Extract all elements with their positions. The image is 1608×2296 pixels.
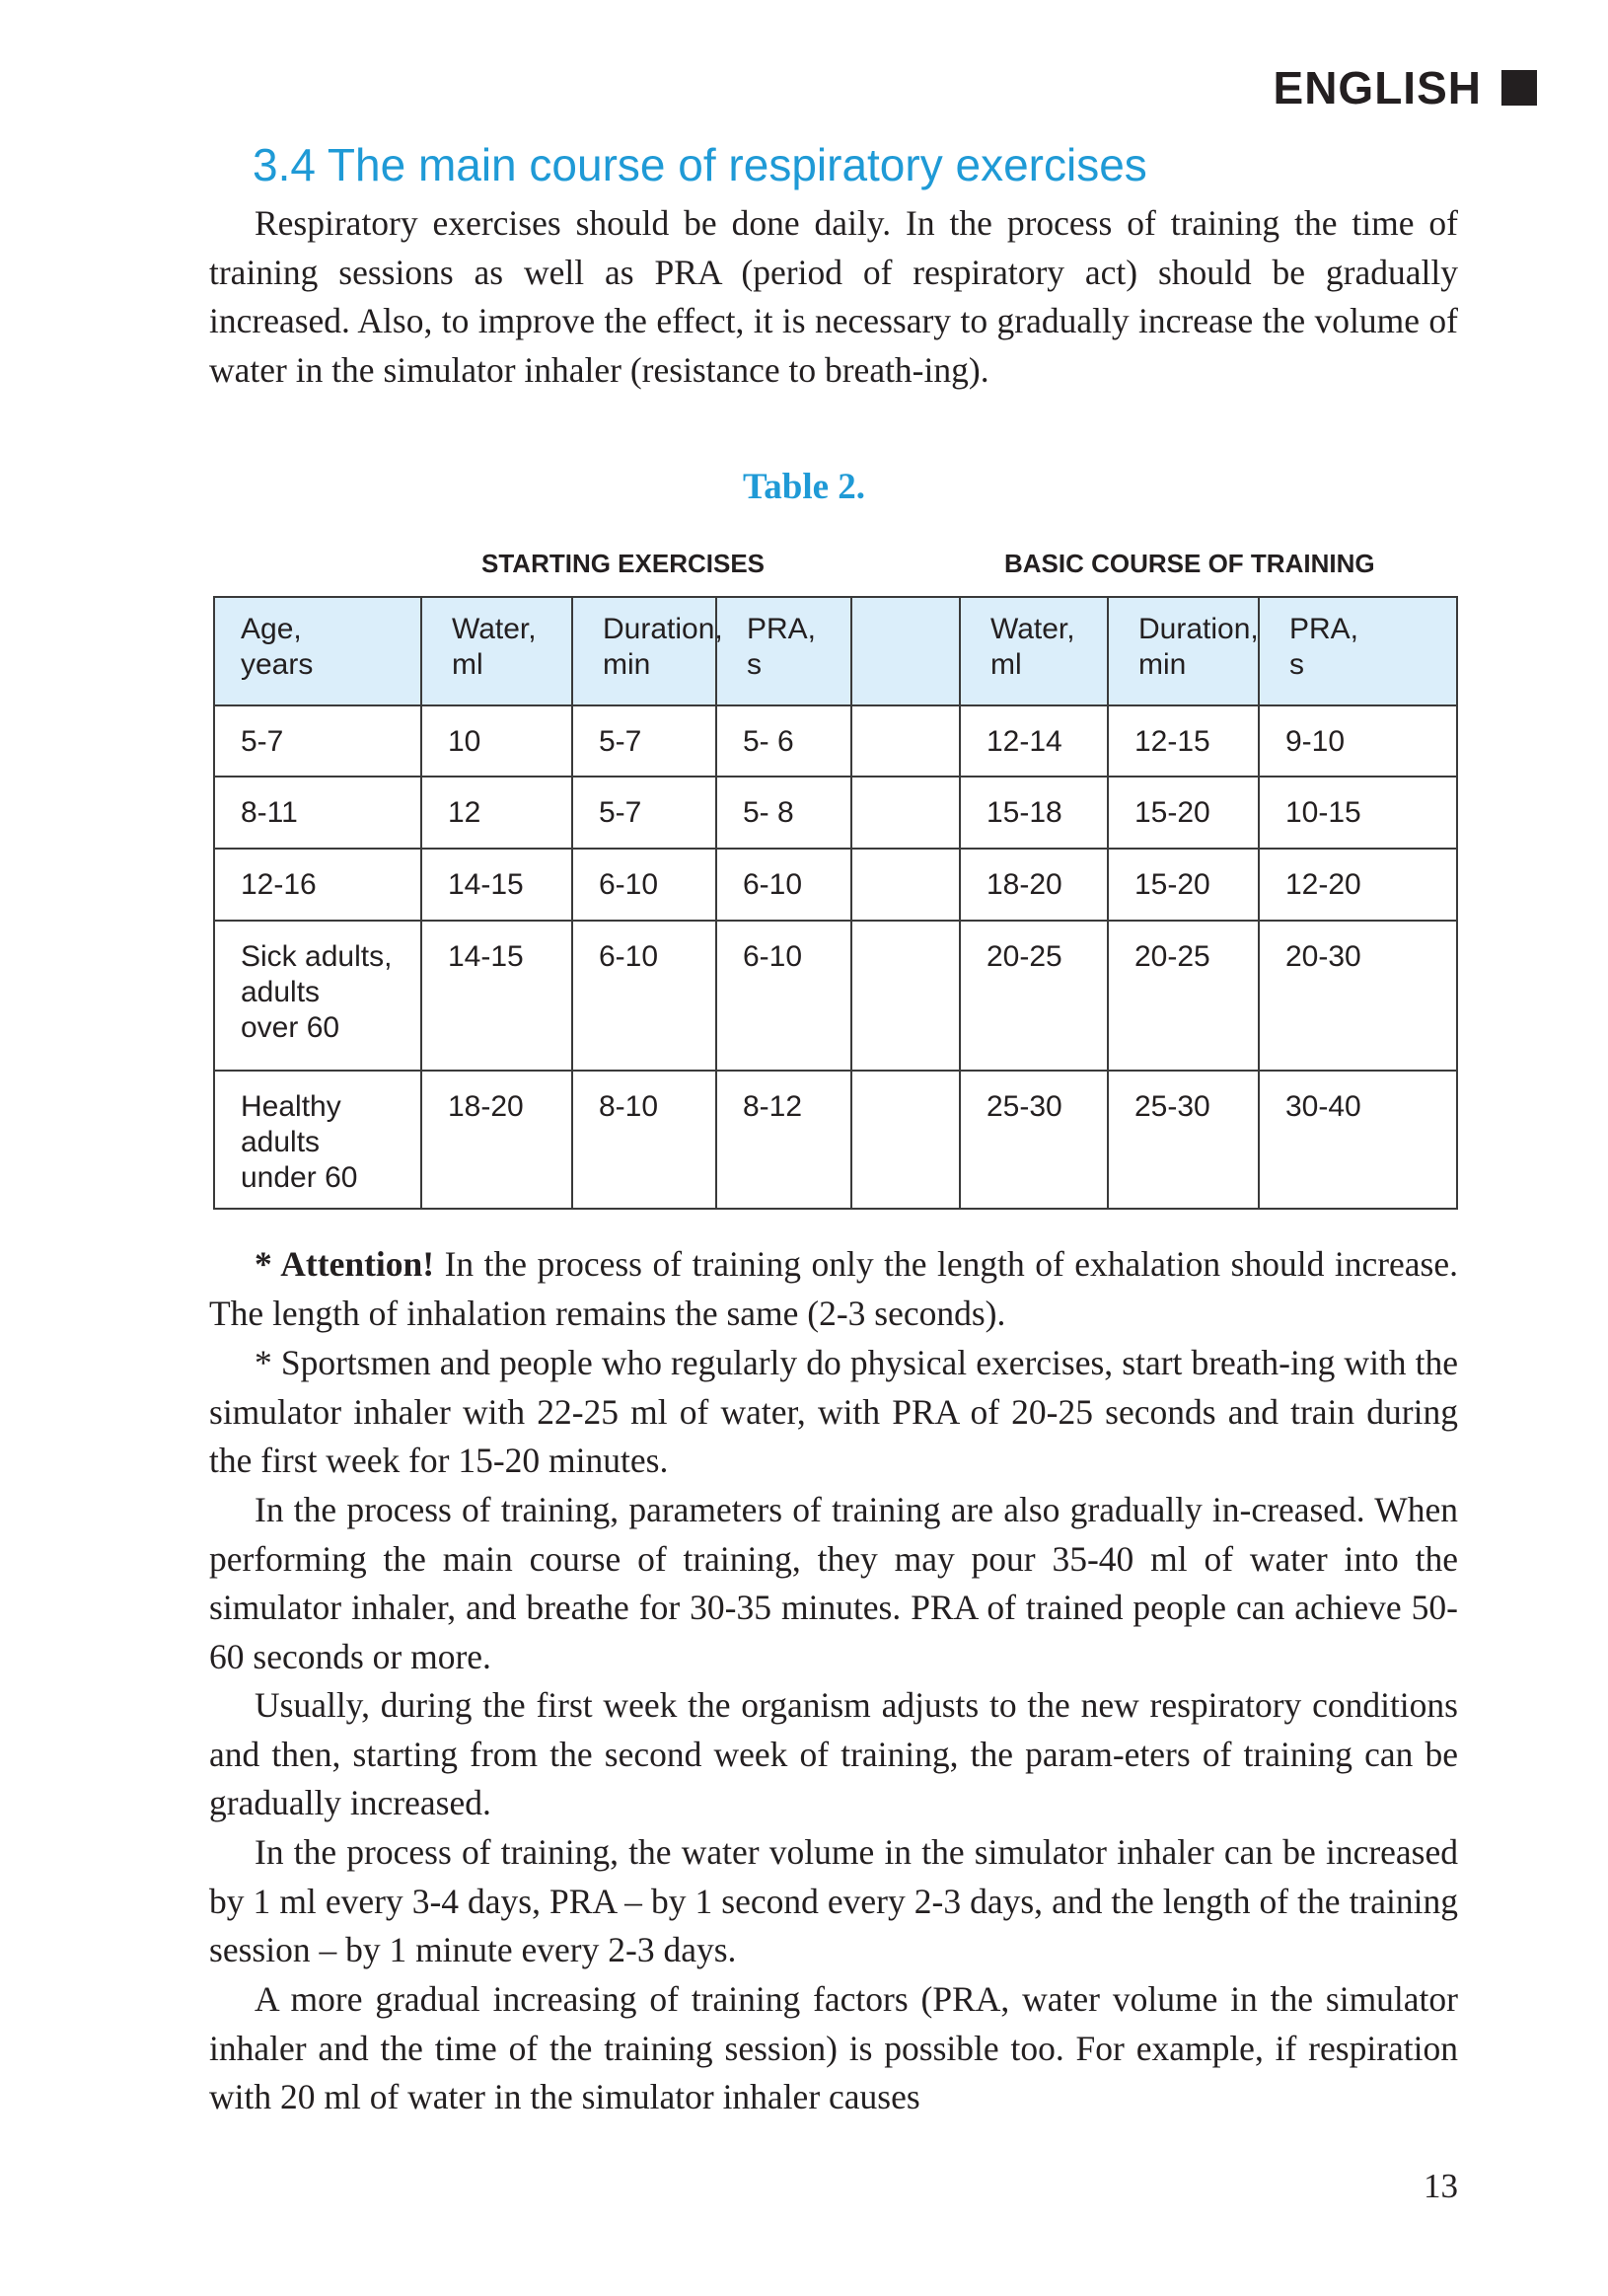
table-row bbox=[214, 849, 1457, 921]
language-label: ENGLISH bbox=[1273, 62, 1482, 113]
language-indicator bbox=[1274, 61, 1537, 114]
sportsmen-paragraph: * Sportsmen and people who regularly do physical exercises, start breath-ing with the simulator inhaler with 22-25 ml of water, with PRA of 20-25 seconds and train during the first week for 15-20 minutes. bbox=[209, 1343, 1458, 1480]
cell-spacer bbox=[851, 777, 960, 849]
cell-duration-basic: 12-15 bbox=[1108, 705, 1259, 777]
first-week-paragraph: Usually, during the first week the organism adjusts to the new respiratory conditions and then, starting from the second week of training, the param-eters of training can be gradually increased. bbox=[209, 1685, 1458, 1822]
cell-spacer bbox=[851, 1071, 960, 1209]
cell-water-start: 12 bbox=[421, 777, 572, 849]
cell-water-start: 18-20 bbox=[421, 1071, 572, 1209]
cell-water-basic: 20-25 bbox=[960, 921, 1108, 1071]
training-table bbox=[213, 596, 1458, 1210]
cell-duration-basic: 15-20 bbox=[1108, 777, 1259, 849]
cell-age: Sick adults, adults over 60 bbox=[214, 921, 421, 1071]
header-spacer bbox=[851, 597, 960, 705]
header-pra-start: PRA, s bbox=[716, 597, 851, 705]
table-row bbox=[214, 921, 1457, 1071]
cell-pra-start: 6-10 bbox=[716, 849, 851, 921]
cell-water-start: 14-15 bbox=[421, 849, 572, 921]
intro-paragraph: Respiratory exercises should be done daily. In the process of training the time of training sessions as well as PRA (period of respiratory act) should be gradually increased. Also, to improve the effect, it is necessary to gradually increase the volume of water in the simulator inhaler (resistance to breath-ing). bbox=[209, 203, 1458, 390]
cell-age: 5-7 bbox=[214, 705, 421, 777]
cell-spacer bbox=[851, 921, 960, 1071]
cell-pra-basic: 20-30 bbox=[1259, 921, 1457, 1071]
cell-age: 12-16 bbox=[214, 849, 421, 921]
header-water-basic: Water, ml bbox=[960, 597, 1108, 705]
gradual-increase-paragraph: A more gradual increasing of training factors (PRA, water volume in the simulator inhaler and the time of the training session) is possible too. For example, if respiration with 20 ml of water in the simulator inhaler causes bbox=[209, 1979, 1458, 2116]
cell-duration-basic: 15-20 bbox=[1108, 849, 1259, 921]
cell-pra-start: 8-12 bbox=[716, 1071, 851, 1209]
cell-water-basic: 18-20 bbox=[960, 849, 1108, 921]
cell-pra-start: 5- 8 bbox=[716, 777, 851, 849]
attention-text: In the process of training only the length of exhalation should increase. The length of inhalation remains the same (2-3 seconds). bbox=[209, 1244, 1458, 1333]
cell-duration-basic: 25-30 bbox=[1108, 1071, 1259, 1209]
cell-pra-basic: 12-20 bbox=[1259, 849, 1457, 921]
cell-duration-basic: 20-25 bbox=[1108, 921, 1259, 1071]
table-row bbox=[214, 705, 1457, 777]
black-square-icon bbox=[1501, 70, 1537, 106]
attention-paragraph bbox=[209, 1240, 1458, 1338]
header-age: Age, years bbox=[214, 597, 421, 705]
cell-pra-basic: 30-40 bbox=[1259, 1071, 1457, 1209]
cell-water-start: 14-15 bbox=[421, 921, 572, 1071]
table-row bbox=[214, 777, 1457, 849]
cell-water-start: 10 bbox=[421, 705, 572, 777]
cell-water-basic: 15-18 bbox=[960, 777, 1108, 849]
attention-label: * Attention! bbox=[255, 1244, 435, 1284]
cell-spacer bbox=[851, 849, 960, 921]
cell-pra-start: 6-10 bbox=[716, 921, 851, 1071]
cell-water-basic: 25-30 bbox=[960, 1071, 1108, 1209]
cell-pra-basic: 9-10 bbox=[1259, 705, 1457, 777]
cell-age: 8-11 bbox=[214, 777, 421, 849]
cell-duration-start: 8-10 bbox=[572, 1071, 716, 1209]
table-header-row bbox=[214, 597, 1457, 705]
starting-exercises-label: STARTING EXERCISES bbox=[481, 549, 766, 578]
cell-pra-start: 5- 6 bbox=[716, 705, 851, 777]
cell-pra-basic: 10-15 bbox=[1259, 777, 1457, 849]
header-duration-start: Duration, min bbox=[572, 597, 716, 705]
page-number: 13 bbox=[1424, 2167, 1458, 2205]
table-row bbox=[214, 1071, 1457, 1209]
cell-duration-start: 5-7 bbox=[572, 777, 716, 849]
cell-spacer bbox=[851, 705, 960, 777]
section-title: 3.4 The main course of respiratory exercises bbox=[253, 139, 1147, 190]
table-title: Table 2. bbox=[742, 467, 866, 507]
cell-age: Healthy adults under 60 bbox=[214, 1071, 421, 1209]
increase-rate-paragraph: In the process of training, the water volume in the simulator inhaler can be increased by 1 ml every 3-4 days, PRA – by 1 second every 2-3 days, and the length of the training session – by 1 minute every 2-3 days. bbox=[209, 1832, 1458, 1969]
cell-duration-start: 6-10 bbox=[572, 921, 716, 1071]
header-water-start: Water, ml bbox=[421, 597, 572, 705]
header-duration-basic: Duration, min bbox=[1108, 597, 1259, 705]
cell-duration-start: 5-7 bbox=[572, 705, 716, 777]
cell-duration-start: 6-10 bbox=[572, 849, 716, 921]
cell-water-basic: 12-14 bbox=[960, 705, 1108, 777]
basic-course-label: BASIC COURSE OF TRAINING bbox=[1004, 549, 1375, 578]
header-pra-basic: PRA, s bbox=[1259, 597, 1457, 705]
parameters-paragraph: In the process of training, parameters of training are also gradually in-creased. When performing the main course of training, they may pour 35-40 ml of water into the simulator inhaler, and breathe for 30-35 minutes. PRA of trained people can achieve 50-60 seconds or more. bbox=[209, 1490, 1458, 1676]
